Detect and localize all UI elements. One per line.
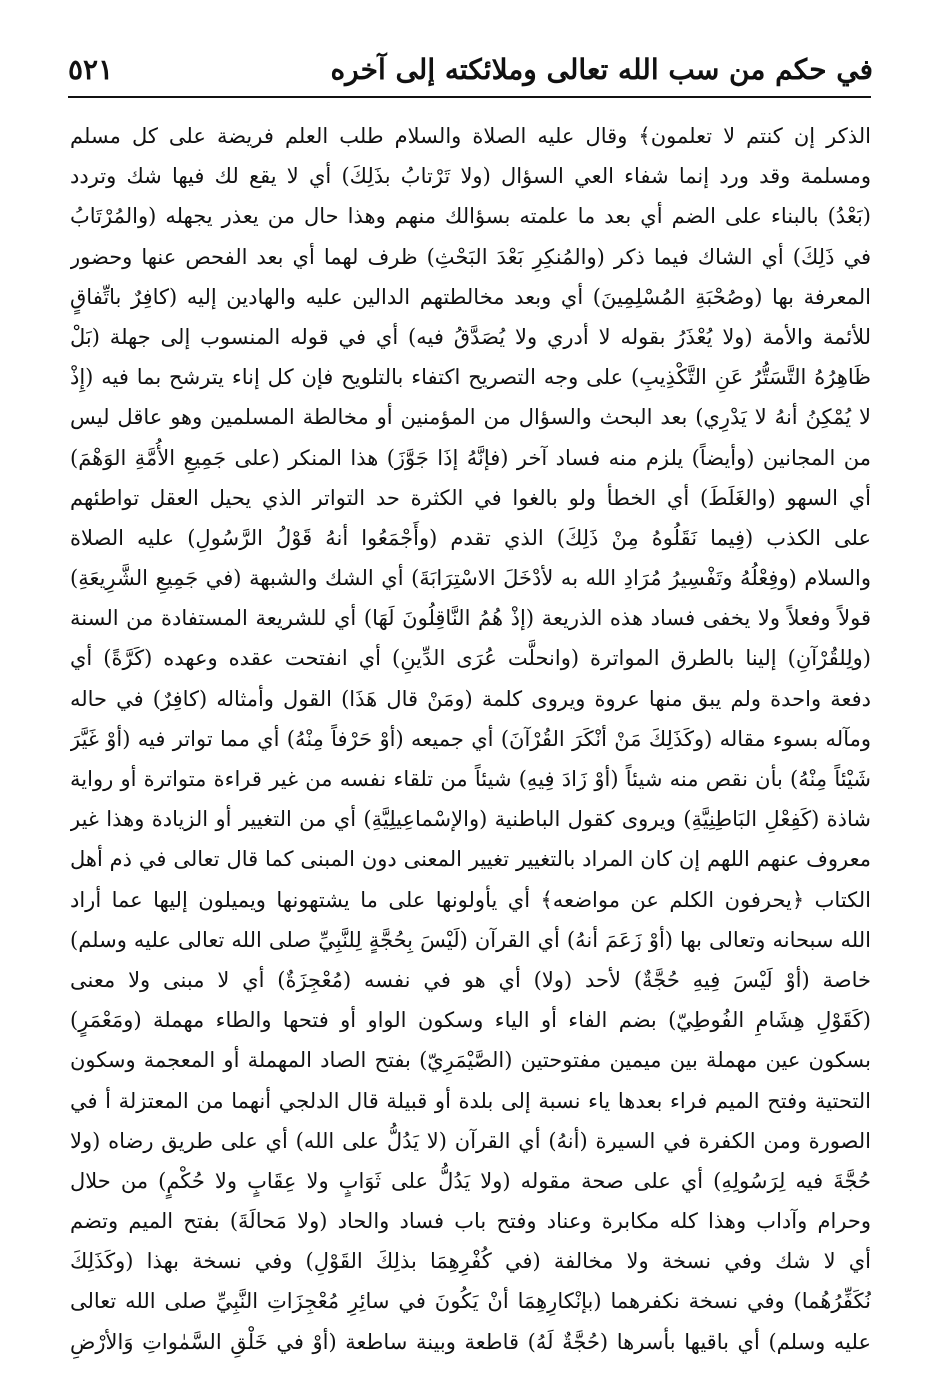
text-line: الله سبحانه وتعالى بها (أوْ زَعَمَ أنهُ) أي القرآن (لَيْسَ بِحُجَّةٍ لِلنَّبِيِّ صلى الله تعالى عليه وسلم) (70, 927, 871, 952)
text-line: أي السهو (والغَلَطَ) أي الخطأ ولو بالغوا في الكثرة حد التواتر الذي يحيل العقل تواطئهم (70, 485, 871, 510)
text-line: بسكون عين مهملة بين ميمين مفتوحتين (الصَّيْمَرِيّ) بفتح الصاد المهملة أو المعجمة وسكون (70, 1048, 871, 1073)
page-header (68, 46, 873, 92)
text-line: شاذة (كَفِعْلِ البَاطِنِيَّةِ) ويروى كقول الباطنية (والإسْماعِيلِيَّةِ) أي من التغيير أو الزيادة وهذا غير (70, 807, 871, 832)
text-line: أي لا شك وفي نسخة ولا مخالفة (في كُفْرِهِمَا بذلِكَ القَوْلِ) وفي نسخة بهذا (وكَذَلِكَ (70, 1249, 871, 1274)
text-line: الصورة ومن الكفرة في السيرة (أنهُ) أي القرآن (لا يَدُلُّ على الله) أي على طريق رضاه (ولا (70, 1128, 871, 1153)
text-line: في ذَلِكَ) أي الشاك فيما ذكر (والمُنكِرِ بَعْدَ البَحْثِ) ظرف لهما أي بعد الفحص عنها وحضور (70, 244, 871, 269)
text-line: للأئمة والأمة (ولا يُعْذَرُ بقوله لا أدري ولا يُصَدَّقُ فيه) أي في قوله المنسوب إلى جهلة (بَلْ (70, 324, 871, 349)
text-line: التحتية وفتح الميم فراء بعدها ياء نسبة إلى بلدة أو قبيلة قال الدلجي أنهما من المعتزلة أ في (70, 1088, 871, 1113)
text-line: من المجانين (وأيضاً) يلزم منه فساد آخر (فإنَّهُ إذَا جَوَّزَ) هذا المنكر (على جَمِيعِ الأُمَّةِ الوَهْمَ) (70, 445, 871, 470)
running-title: في حكم من سب الله تعالى وملائكته إلى آخره (330, 52, 873, 86)
page-number: ٥٢١ (68, 52, 114, 86)
text-line: (بَعْدُ) بالبناء على الضم أي بعد ما علمته بسؤالك منهم وهذا حال من يعذر يجهله (والمُرْتَابُ (70, 204, 871, 229)
text-line: ومسلمة وقد ورد إنما شفاء العي السؤال (ولا تَرْتابُ بذَلِكَ) أي لا يقع لك فيها شك وتردد (70, 164, 871, 189)
text-line: قولاً وفعلاً ولا يخفى فساد هذه الذريعة (إذْ هُمُ النَّاقِلُونَ لَهَا) أي للشريعة المستفادة من السنة (70, 606, 871, 631)
text-line: الذكر إن كنتم لا تعلمون﴾ وقال عليه الصلاة والسلام طلب العلم فريضة على كل مسلم (70, 124, 871, 148)
text-line: وحرام وآداب وهذا كله مكابرة وعناد وفتح باب فساد والحاد (ولا مَحالَةَ) بفتح الميم وتضم (70, 1209, 871, 1234)
text-line: حُجَّةَ فيه لِرَسُولِهِ) أي على صحة مقوله (ولا يَدُلُّ على ثَوَابٍ ولا عِقَابٍ ولا حُكْمٍ) من حلال (70, 1168, 871, 1193)
text-line: عليه وسلم) أي باقيها بأسرها (حُجَّةٌ لَهُ) قاطعة وبينة ساطعة (أوْ في خَلْقِ السَّمٰواتِ وَالأرْضِ (70, 1329, 871, 1354)
text-line: (كَقَوْلِ هِشَامِ الفُوطِيّ) بضم الفاء أو الياء وسكون الواو أو فتحها والطاء مهملة (ومَعْمَرٍ) (70, 1008, 871, 1033)
text-line: لا يُمْكِنُ أنهُ لا يَدْرِي) بعد البحث والسؤال من المؤمنين أو مخالطة المسلمين وهو عاقل ليس (70, 405, 871, 430)
text-line: (ولِلقُرْآنِ) إلينا بالطرق المواترة (وانحلَّت عُرَى الدِّينِ) أي انفتحت عقده وعهده (كَرَّةً) أي (70, 646, 871, 671)
text-line: على الكذب (فِيما نَقَلُوهُ مِنْ ذَلِكَ) الذي تقدم (وأَجْمَعُوا أنهُ قَوْلُ الرَّسُولِ) عليه الصلاة (70, 525, 871, 550)
header-rule (68, 96, 871, 98)
text-line: ومآله بسوء مقاله (وكَذَلِكَ مَنْ أنْكَرَ القُرْآنَ) أي جميعه (أوْ حَرْفاً مِنْهُ) أي مما تواتر فيه (أوْ غَيَّرَ (70, 726, 871, 751)
text-line: والسلام (وفِعْلُهُ وتَفْسِيرُ مُرَادِ الله به لأدْخَلَ الاسْتِرَابَةَ) أي الشك والشبهة (في جَمِيعِ الشَّرِيعَةِ) (70, 566, 871, 591)
body-text (70, 116, 871, 1362)
text-line: معروف عنهم اللهم إن كان المراد بالتغيير تغيير المعنى دون المبنى كما قال تعالى في ذم أهل (70, 847, 871, 872)
text-line: نُكَفِّرُهُما) وفي نسخة نكفرهما (بإنْكارِهِمَا أنْ يَكُونَ في سائِرِ مُعْجِزَاتِ النَّبِيِّ صلى الله تعالى (70, 1289, 871, 1314)
text-line: دفعة واحدة ولم يبق منها عروة ويروى كلمة (ومَنْ قال هَذَا) القول وأمثاله (كافِرٌ) في حاله (70, 686, 871, 711)
text-line: المعرفة بها (وصُحْبَةِ المُسْلِمِينَ) أي وبعد مخالطتهم الدالين عليه والهادين إليه (كافِرٌ باتِّفاقٍ (70, 284, 871, 309)
text-line: ظَاهِرُهُ التَّسَتُّرُ عَنِ التَّكْذِيبِ) على وجه التصريح اكتفاء بالتلويح فإن كل إناء يترشح بما فيه (إِذْ (70, 365, 871, 390)
text-line: شَيْئاً مِنْهُ) بأن نقص منه شيئاً (أوْ زَادَ فِيهِ) شيئاً من تلقاء نفسه من غير قراءة متواترة أو رواية (70, 767, 871, 791)
text-line: خاصة (أوْ لَيْسَ فِيهِ حُجَّةٌ) لأحد (ولا) أي هو في نفسه (مُعْجِزَةٌ) أي لا مبنى ولا معنى (70, 967, 871, 992)
text-line: الكتاب ﴿يحرفون الكلم عن مواضعه﴾ أي يأولونها على ما يشتهونها ويميلون إليها عما أراد (70, 887, 871, 912)
